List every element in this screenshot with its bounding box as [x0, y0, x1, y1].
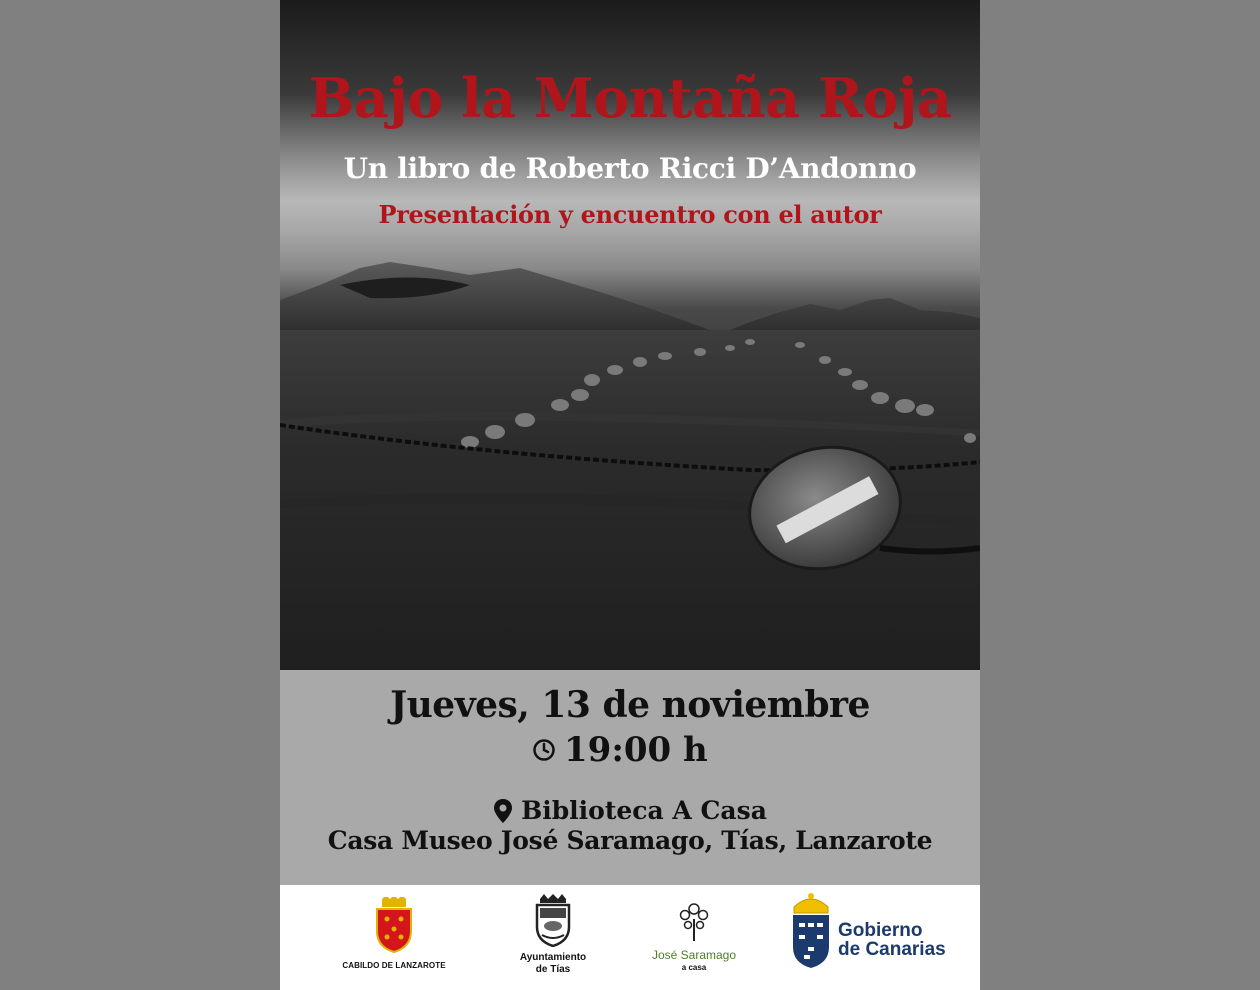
venue-name: Biblioteca A Casa: [521, 796, 767, 825]
cabildo-label: CABILDO DE LANZAROTE: [342, 961, 446, 970]
clock-icon: [532, 738, 556, 762]
tree-icon: [676, 901, 712, 943]
saramago-label: José Saramago: [651, 948, 737, 962]
event-info: [280, 670, 980, 885]
gobierno-label-line2: de Canarias: [838, 939, 946, 960]
event-time: 19:00 h: [564, 730, 708, 770]
venue-address: Casa Museo José Saramago, Tías, Lanzarote: [327, 826, 933, 855]
location-pin-icon: [493, 798, 513, 824]
event-poster: [280, 0, 980, 990]
saramago-logo: [644, 901, 744, 972]
landscape-photo: [280, 0, 980, 670]
book-subtitle: Un libro de Roberto Ricci D’Andonno: [343, 152, 917, 185]
ayuntamiento-label-line2: de Tías: [535, 964, 571, 975]
event-tagline: Presentación y encuentro con el autor: [378, 200, 882, 229]
cabildo-logo: [340, 897, 448, 970]
book-title: Bajo la Montaña Roja: [308, 66, 952, 130]
saramago-sublabel: a casa: [681, 963, 707, 972]
gobierno-canarias-logo: [790, 891, 960, 971]
gobierno-shield-icon: [790, 891, 832, 969]
ayuntamiento-tias-logo: [508, 893, 598, 975]
gobierno-label-line1: Gobierno: [838, 920, 923, 941]
tias-coat-of-arms-icon: [534, 893, 572, 947]
cabildo-shield-icon: [374, 897, 414, 953]
event-date: Jueves, 13 de noviembre: [390, 684, 870, 726]
event-time-row: [532, 728, 708, 772]
venue-row: [280, 796, 980, 825]
sponsor-logos: [280, 885, 980, 990]
gobierno-label: [838, 921, 946, 959]
ayuntamiento-label-line1: Ayuntamiento: [519, 952, 587, 963]
